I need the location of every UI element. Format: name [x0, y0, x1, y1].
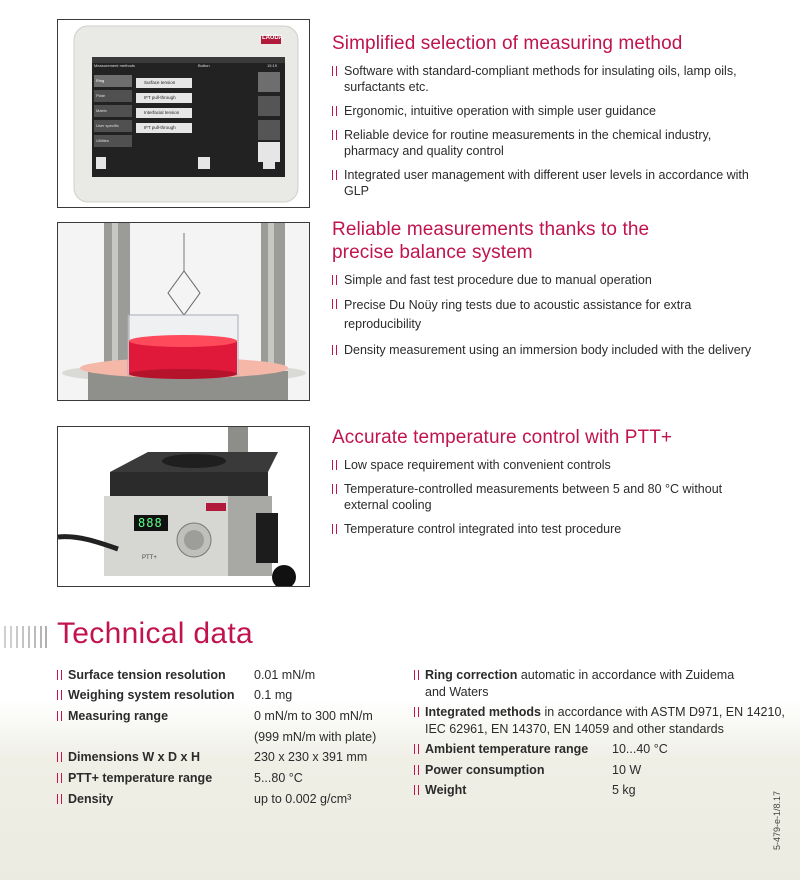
- bullet-marker-icon: [332, 299, 337, 309]
- bullet-list: [332, 272, 752, 358]
- bullet-marker-icon: [57, 794, 62, 804]
- heading-stripes-decoration: [0, 626, 48, 648]
- bullet-marker-icon: [414, 785, 419, 795]
- screen-sidebar-ring: Ring: [96, 78, 105, 83]
- bullet-marker-icon: [332, 484, 337, 494]
- screen-sidebar-plate: Plate: [96, 93, 106, 98]
- list-item: Precise Du Noüy ring tests due to acoustic assistance for extra reproducibility: [332, 296, 724, 334]
- screen-method-1: Surface tension: [144, 80, 176, 85]
- list-item: Simple and fast test procedure due to manual operation: [332, 272, 752, 288]
- screen-sidebar-user: User specific: [96, 123, 119, 128]
- bullet-marker-icon: [332, 524, 337, 534]
- spec-integrated-methods: Integrated methods in accordance with ASTM D971, EN 14210, IEC 62961, EN 14370, EN 14059 and other standards: [414, 704, 785, 738]
- spec-ring-correction: Ring correction automatic in accordance with Zuidema and Waters: [414, 667, 770, 701]
- ptt-illustration: [58, 427, 310, 587]
- bullet-marker-icon: [414, 670, 419, 680]
- spec-row-ambient-temperature: Ambient temperature range 10...40 °C: [414, 741, 754, 757]
- list-item: Software with standard-compliant methods for insulating oils, lamp oils, surfactants etc.: [332, 63, 762, 95]
- bullet-marker-icon: [414, 744, 419, 754]
- bullet-marker-icon: [332, 460, 337, 470]
- bullet-list: [332, 63, 762, 199]
- bullet-marker-icon: [57, 711, 62, 721]
- section-title: Reliable measurements thanks to the precise balance system: [332, 219, 650, 263]
- screen-header-left: Measurement methods: [94, 63, 135, 68]
- section-measuring-method: [332, 32, 762, 207]
- bullet-marker-icon: [57, 773, 62, 783]
- bullet-marker-icon: [332, 106, 337, 116]
- list-item: Temperature-controlled measurements between 5 and 80 °C without external cooling: [332, 481, 732, 513]
- screen-header-right: 15:19: [267, 63, 278, 68]
- bullet-marker-icon: [57, 690, 62, 700]
- spec-row-measuring-range: Measuring range 0 mN/m to 300 mN/m (999 mN/m with plate): [57, 708, 397, 744]
- screen-method-4: IFT pull-through: [144, 125, 176, 130]
- bullet-marker-icon: [57, 670, 62, 680]
- screen-method-2: IFT pull-through: [144, 95, 176, 100]
- bullet-marker-icon: [332, 345, 337, 355]
- spec-row-density: Density up to 0.002 g/cm³: [57, 791, 397, 807]
- screen-logo: LAUDA: [262, 35, 283, 41]
- section-title: Simplified selection of measuring method: [332, 33, 683, 54]
- spec-row-dimensions: Dimensions W x D x H 230 x 230 x 391 mm: [57, 749, 397, 765]
- list-item: Density measurement using an immersion body included with the delivery: [332, 342, 752, 358]
- spec-row-weighing-resolution: Weighing system resolution 0.1 mg: [57, 687, 397, 703]
- bullet-marker-icon: [332, 275, 337, 285]
- spec-row-power-consumption: Power consumption 10 W: [414, 762, 754, 778]
- bullet-marker-icon: [414, 707, 419, 717]
- bullet-marker-icon: [57, 752, 62, 762]
- section-title: Accurate temperature control with PTT+: [332, 427, 673, 448]
- bullet-marker-icon: [332, 170, 337, 180]
- bullet-marker-icon: [332, 66, 337, 76]
- list-item: Temperature control integrated into test procedure: [332, 521, 732, 537]
- ptt-display-digits: 888: [138, 516, 163, 530]
- photo-touchscreen: [57, 19, 310, 208]
- screen-method-3: Interfacial tension: [144, 110, 180, 115]
- touchscreen-illustration: [58, 20, 310, 208]
- section-balance-system: [332, 218, 752, 366]
- bullet-list: [332, 457, 732, 537]
- screen-sidebar-utilities: Utilities: [96, 138, 109, 143]
- screen-sidebar-matrix: Matrix: [96, 108, 107, 113]
- bullet-marker-icon: [332, 130, 337, 140]
- ptt-unit-label: PTT+: [142, 555, 157, 561]
- list-item: Reliable device for routine measurements in the chemical industry, pharmacy and quality control: [332, 127, 762, 159]
- balance-illustration: [58, 223, 310, 401]
- list-item: Low space requirement with convenient controls: [332, 457, 732, 473]
- technical-data-title: Technical data: [57, 617, 253, 650]
- screen-header-mid: Button: [198, 63, 210, 68]
- spec-row-ptt-temperature-range: PTT+ temperature range 5...80 °C: [57, 770, 397, 786]
- spec-row-weight: Weight 5 kg: [414, 782, 754, 798]
- photo-balance-system: [57, 222, 310, 401]
- list-item: Integrated user management with different user levels in accordance with GLP: [332, 167, 762, 199]
- spec-row-surface-tension: Surface tension resolution 0.01 mN/m: [57, 667, 397, 683]
- photo-ptt-unit: [57, 426, 310, 587]
- bullet-marker-icon: [414, 765, 419, 775]
- document-id: 5-479-e-1/8.17: [772, 790, 782, 850]
- section-temperature-control: [332, 426, 732, 545]
- list-item: Ergonomic, intuitive operation with simple user guidance: [332, 103, 762, 119]
